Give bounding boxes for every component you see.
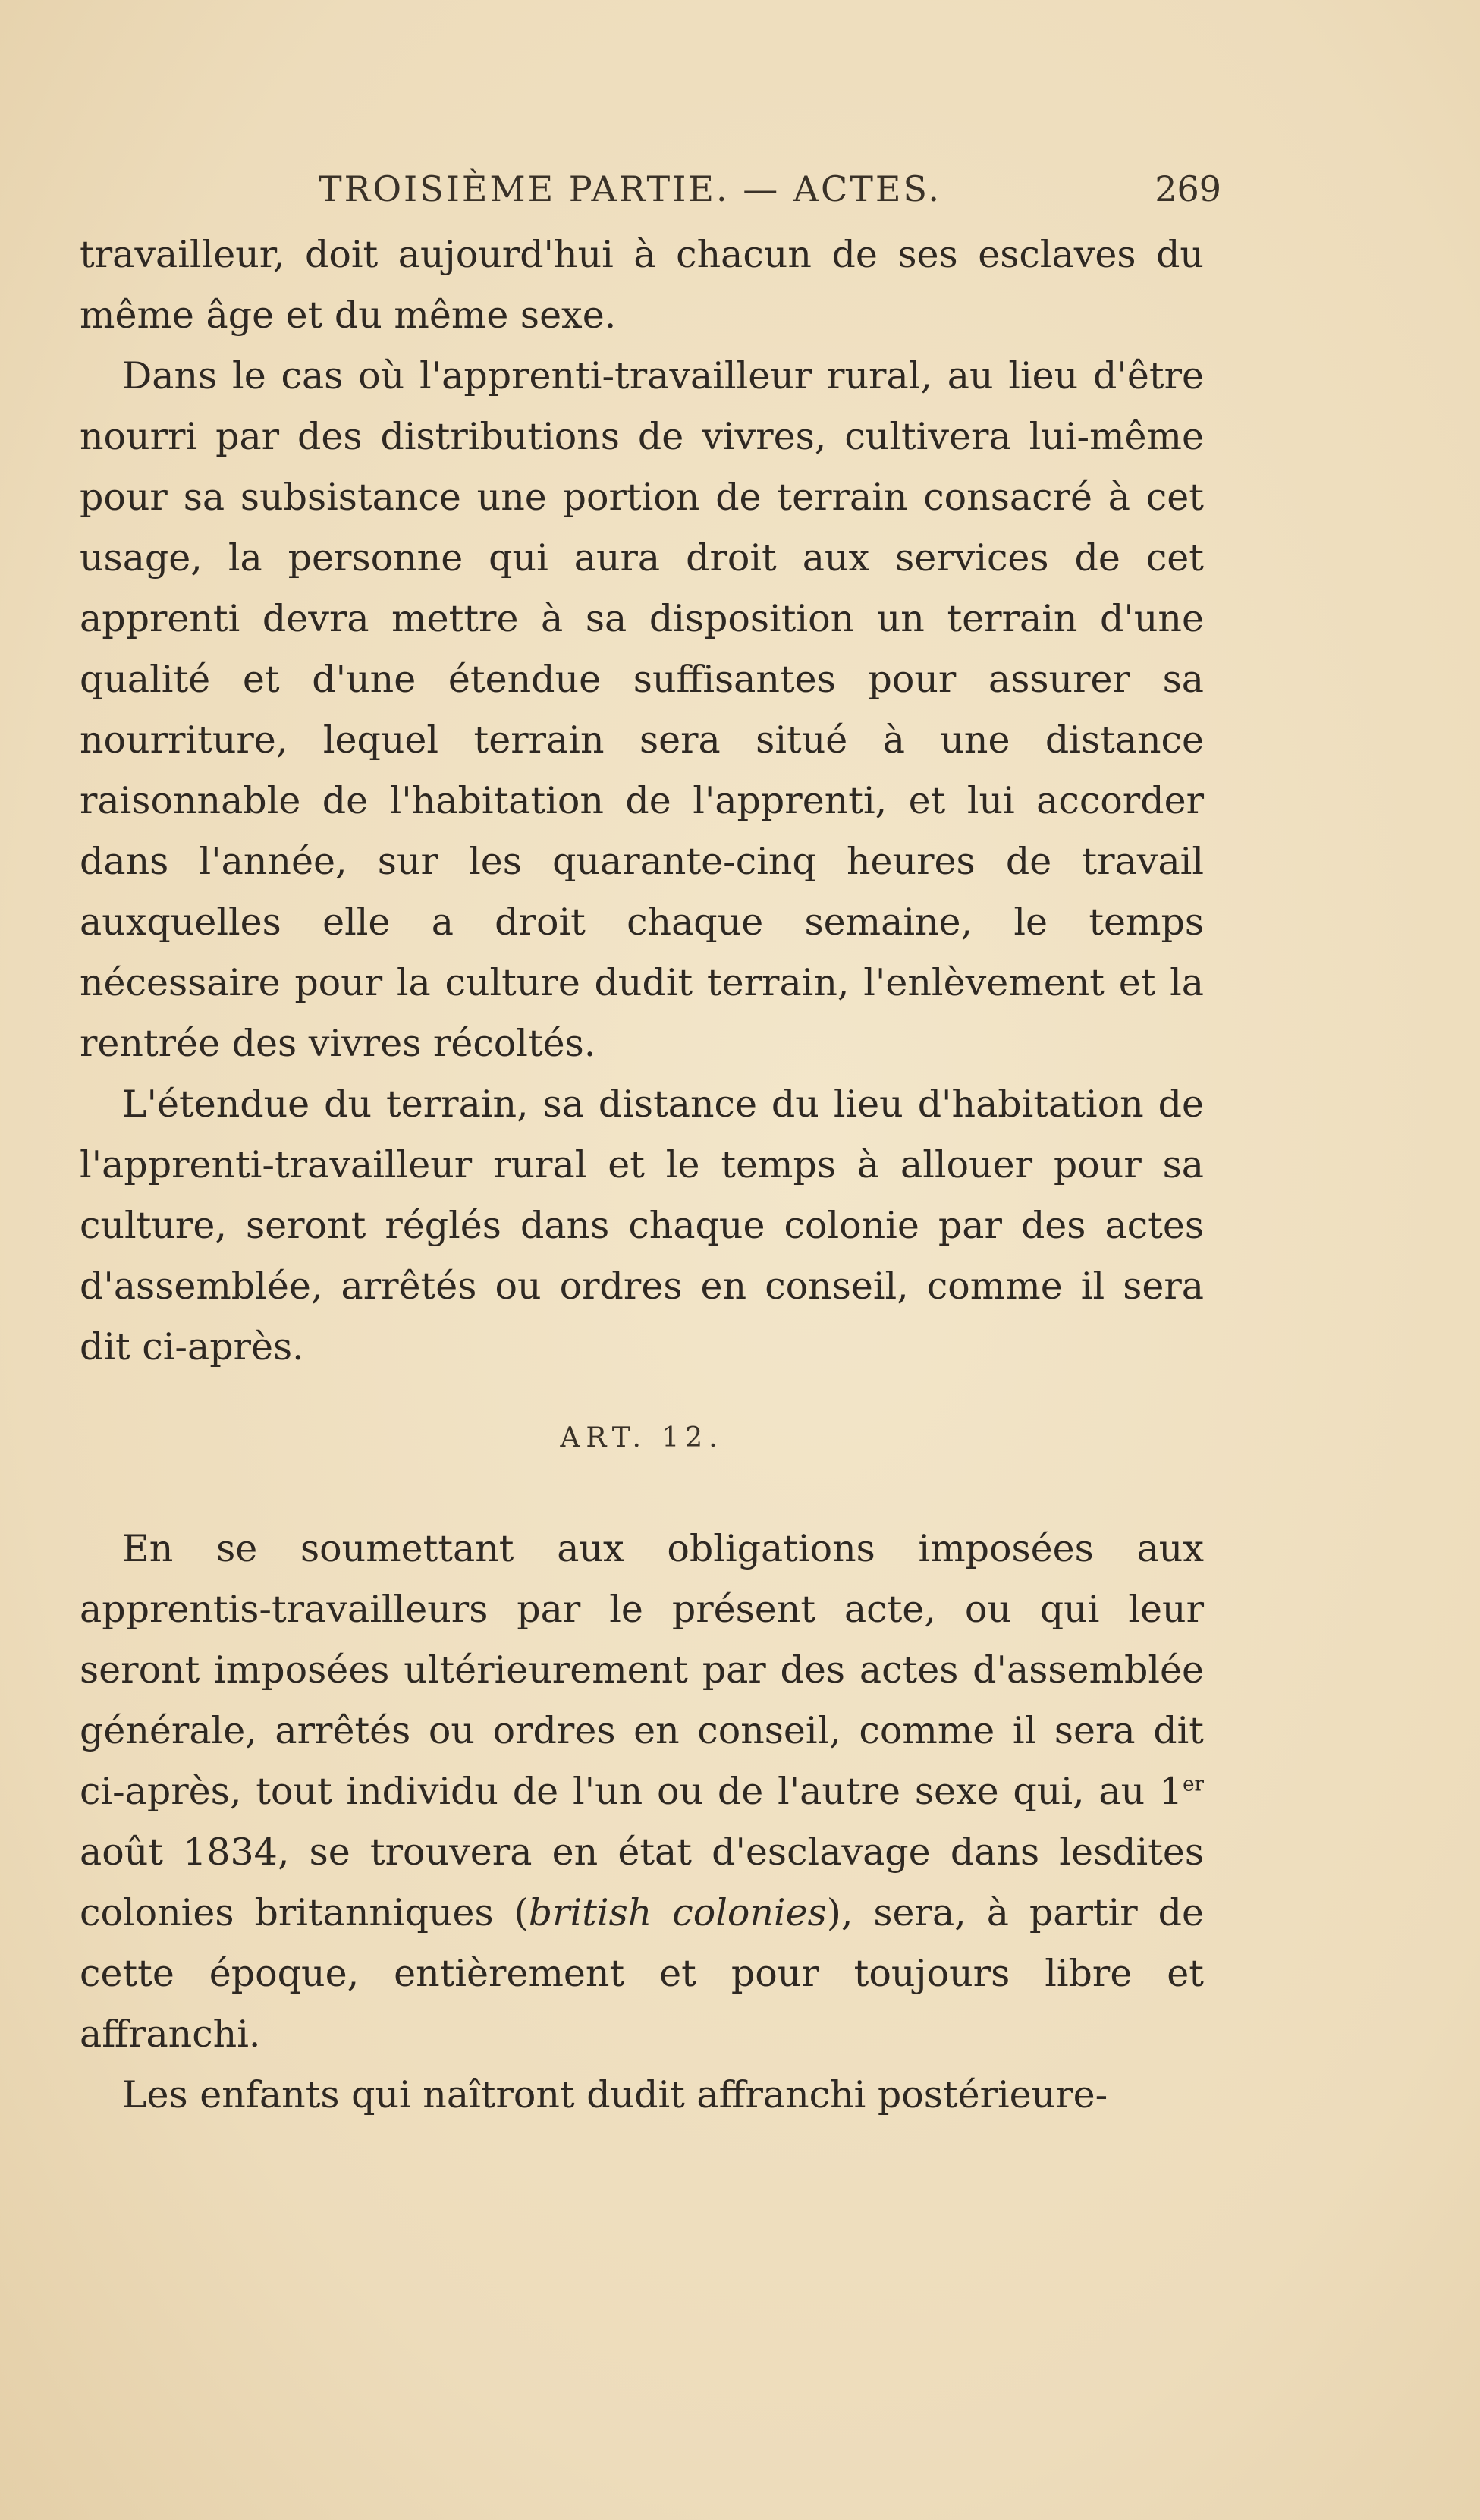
paragraph-affranchissement [80,1519,1204,2065]
italic-term: british colonies [528,1891,827,1934]
page-header [319,168,1221,222]
page-number: 269 [1155,168,1221,209]
paragraph-affranchissement-part-a: En se soumettant aux obligations imposées aux apprentis-travailleurs par le présent acte, ou qui leur seront imposées ultérieurement par des actes d'assemblée générale, arrêtés ou ordres en conseil, comme il sera dit ci-après, tout individu de l'un ou de l'autre sexe qui, au [80,1527,1204,1813]
paragraph-etendue: L'étendue du terrain, sa distance du lieu d'habitation de l'apprenti-travailleur rural et le temps à allouer pour sa culture, seront réglés dans chaque colonie par des actes d'assemblée, arrêtés ou ordres en conseil, comme il sera dit ci-après. [80,1082,1204,1368]
paragraph-affranchissement-part-c: ), sera, à partir de cette époque, entièrement et pour toujours libre et affranchi. [80,1891,1205,2056]
running-title: TROISIÈME PARTIE. — ACTES. [319,168,942,209]
paragraph-continuation: travailleur, doit aujourd'hui à chacun de ses esclaves du même âge et du même sexe. [80,233,1204,337]
date-day: 1 [1158,1770,1183,1813]
paragraph-enfants: Les enfants qui naîtront dudit affranchi postérieure- [122,2073,1108,2116]
article-heading: ART. 12. [560,1422,724,1453]
paragraph-terrain: Dans le cas où l'apprenti-travailleur rural, au lieu d'être nourri par des distributions de vivres, cultivera lui-même pour sa subsistance une portion de terrain consacré à cet usage, la personne qui aura droit aux services de cet apprenti devra mettre à sa disposition un terrain d'une qualité et d'une étendue suffisantes pour assurer sa nourriture, lequel terrain sera situé à une distance raisonnable de l'habitation de l'apprenti, et lui accorder dans l'année, sur les quarante-cinq heures de travail auxquelles elle a droit chaque semaine, le temps nécessaire pour la culture dudit terrain, l'enlèvement et la rentrée des vivres récoltés. [80,354,1204,1065]
paragraph-affranchissement-part-b: août 1834, se trouvera en état d'esclavage dans lesdites colonies britanniques ( [80,1830,1204,1934]
date-day-superscript: er [1183,1773,1204,1796]
body-text [80,225,1204,2126]
